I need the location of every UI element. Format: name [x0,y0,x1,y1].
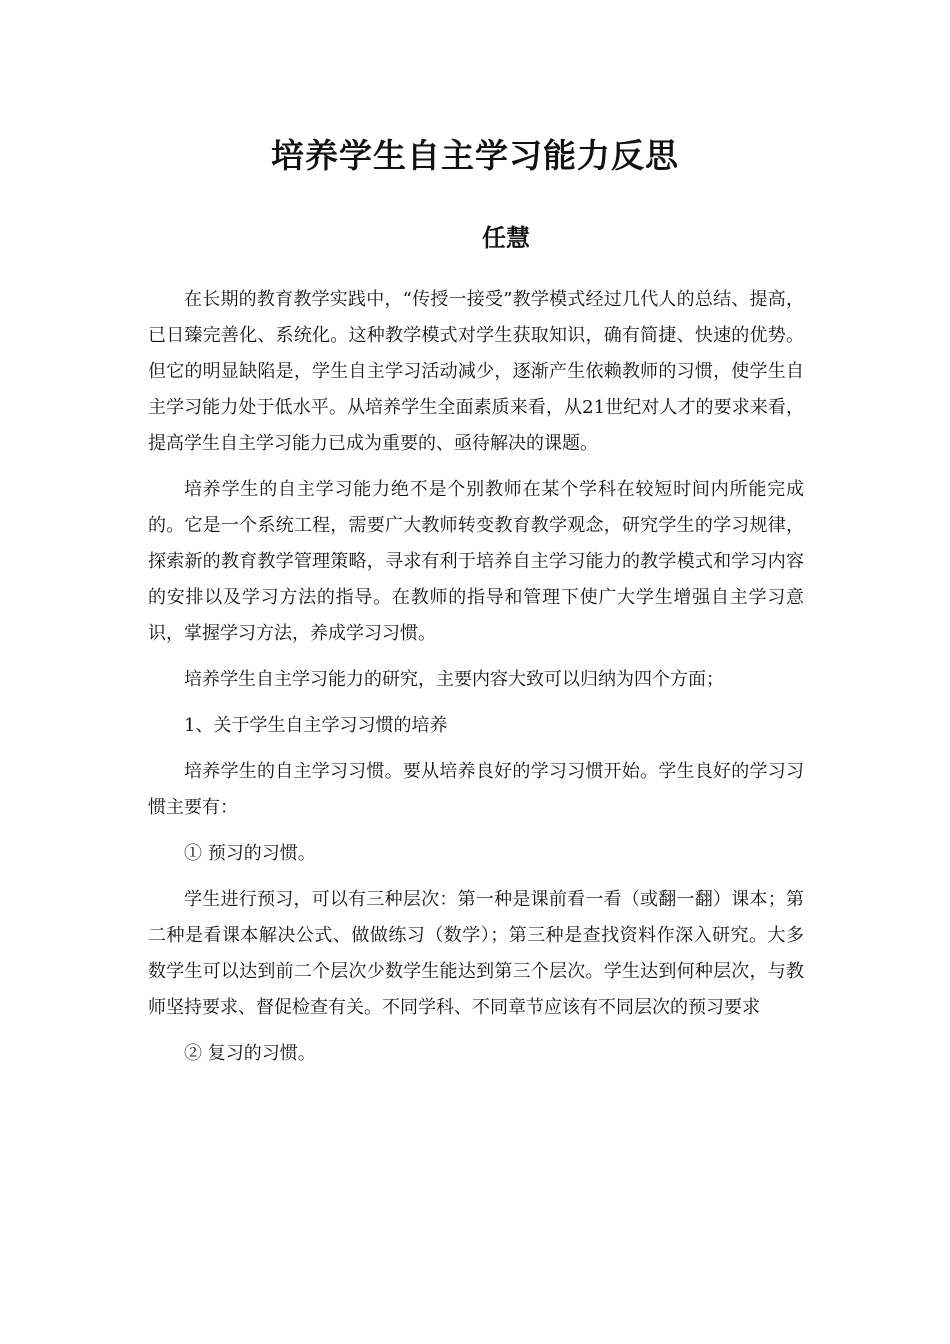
author-name: 任慧 [482,223,530,252]
paragraph-habits: 培养学生的自主学习习惯。要从培养良好的学习习惯开始。学生良好的学习习惯主要有： [148,761,804,818]
paragraph-system: 培养学生的自主学习能力绝不是个别教师在某个学科在较短时间内所能完成的。它是一个系统工程，需要广大教师转变教育教学观念，研究学生的学习规律，探索新的教育教学管理策略，寻求有利于培养自主学习能力的教学模式和学习内容的安排以及学习方法的指导。在教师的指导和管理下使广大学生增强自主学习意识，掌握学习方法，养成学习习惯。 [148,479,804,644]
paragraph-intro: 在长期的教育教学实践中，“传授一接受”教学模式经过几代人的总结、提高，已日臻完善化、系统化。这种教学模式对学生获取知识，确有简捷、快速的优势。但它的明显缺陷是，学生自主学习活动减少，逐渐产生依赖教师的习惯，使学生自主学习能力处于低水平。从培养学生全面素质来看，从21世纪对人才的要求来看，提高学生自主学习能力已成为重要的、亟待解决的课题。 [148,289,804,454]
section-heading-habits: 1、关于学生自主学习习惯的培养 [184,715,448,736]
list-item-preview: ① 预习的习惯。 [184,843,316,864]
list-item-review: ② 复习的习惯。 [184,1043,316,1064]
document-title: 培养学生自主学习能力反思 [271,136,679,175]
paragraph-preview-levels: 学生进行预习，可以有三种层次：第一种是课前看一看（或翻一翻）课本；第二种是看课本解决公式、做做练习（数学）；第三种是查找资料作深入研究。大多数学生可以达到前二个层次少数学生能达到第三个层次。学生达到何种层次，与教师坚持要求、督促检查有关。不同学科、不同章节应该有不同层次的预习要求 [148,889,804,1018]
paragraph-four-aspects: 培养学生自主学习能力的研究，主要内容大致可以归纳为四个方面； [184,669,724,690]
document-body [148,282,804,1082]
